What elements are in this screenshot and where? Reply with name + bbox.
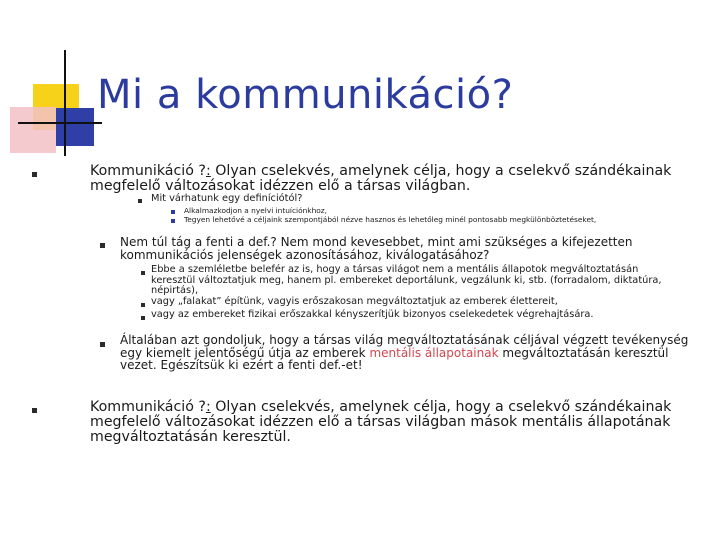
bullet-marker — [141, 316, 145, 320]
bullet-4 — [90, 400, 671, 445]
decor-vertical-line — [64, 50, 66, 156]
bullet-marker — [32, 172, 37, 177]
bullet-marker — [171, 219, 175, 223]
bullet-2 — [120, 236, 632, 261]
bullet-3-line3: vezet. Egészítsük ki ezért a fenti def.-et! — [120, 358, 363, 372]
bullet-2-sub-1-line2: keresztül változtatjuk meg, hanem pl. embereket deportálunk, vegzálunk ki, stb. (forradalom, diktatúra, — [151, 274, 662, 286]
slide-title: Mi a kommunikáció? — [97, 72, 514, 118]
bullet-marker — [32, 408, 37, 413]
bullet-marker — [100, 243, 105, 248]
bullet-4-line2: megfelelő változásokat idézzen elő a társas világban mások mentális állapotának — [90, 414, 671, 430]
bullet-3 — [120, 334, 688, 372]
term-kommunikacio: Kommunikáció ? — [90, 399, 206, 415]
bullet-marker — [100, 342, 105, 347]
bullet-2-sub-2: vagy „falakat” építünk, vagyis erőszakosan megváltoztatjuk az emberek élettereit, — [151, 296, 558, 307]
bullet-2-sub-1-line1: Ebbe a szemléletbe belefér az is, hogy a társas világot nem a mentális állapotok megváltoztatásán — [151, 264, 639, 275]
bullet-1-subsub-1: Alkalmazkodjon a nyelvi intuíciónkhoz, — [184, 206, 328, 215]
bullet-marker — [171, 210, 175, 214]
bullet-2-sub-3: vagy az embereket fizikai erőszakkal kényszerítjük bizonyos cselekedetek végrehajtására. — [151, 309, 594, 320]
bullet-2-line2: kommunikációs jelenségek azonosításához, kiválogatásához? — [120, 247, 490, 262]
term-colon: : — [205, 399, 211, 415]
bullet-marker — [141, 271, 145, 275]
bullet-marker — [141, 303, 145, 307]
bullet-1-subsub-2: Tegyen lehetővé a céljaink szempontjából nézve hasznos és lehetőleg minél pontosabb megkülönböztetéseket, — [184, 215, 597, 224]
bullet-1-line1: Olyan cselekvés, amelynek célja, hogy a cselekvő szándékainak — [210, 163, 672, 179]
bullet-1 — [90, 164, 671, 194]
bullet-3-line2-pre: egy kiemelt jelentőségű útja az emberek — [120, 345, 370, 360]
decor-horizontal-line — [18, 122, 102, 124]
bullet-3-line2-post: megváltoztatásán keresztül — [498, 345, 669, 360]
bullet-marker — [138, 199, 142, 203]
term-kommunikacio: Kommunikáció ? — [90, 163, 206, 179]
bullet-1-sub: Mit várhatunk egy definíciótól? — [151, 193, 303, 204]
highlight-mentalis-allapotainak: mentális állapotainak — [369, 345, 499, 360]
decor-pink-square — [10, 107, 56, 153]
bullet-1-line2: megfelelő változásokat idézzen elő a társas világban. — [90, 178, 471, 194]
term-colon: : — [205, 163, 211, 179]
bullet-2-sub-1-line3: népirtás), — [151, 285, 199, 296]
bullet-4-line1: Olyan cselekvés, amelynek célja, hogy a cselekvő szándékainak — [210, 399, 672, 415]
bullet-4-line3: megváltoztatásán keresztül. — [90, 429, 291, 445]
bullet-2-sub-1 — [151, 265, 662, 297]
bullet-3-line1: Általában azt gondoljuk, hogy a társas világ megváltoztatásának céljával végzett tevékenység — [120, 333, 689, 347]
bullet-2-line1: Nem túl tág a fenti a def.? Nem mond kevesebbet, mint ami szükséges a kifejezetten — [120, 235, 633, 249]
decor-blue-square — [56, 108, 94, 146]
